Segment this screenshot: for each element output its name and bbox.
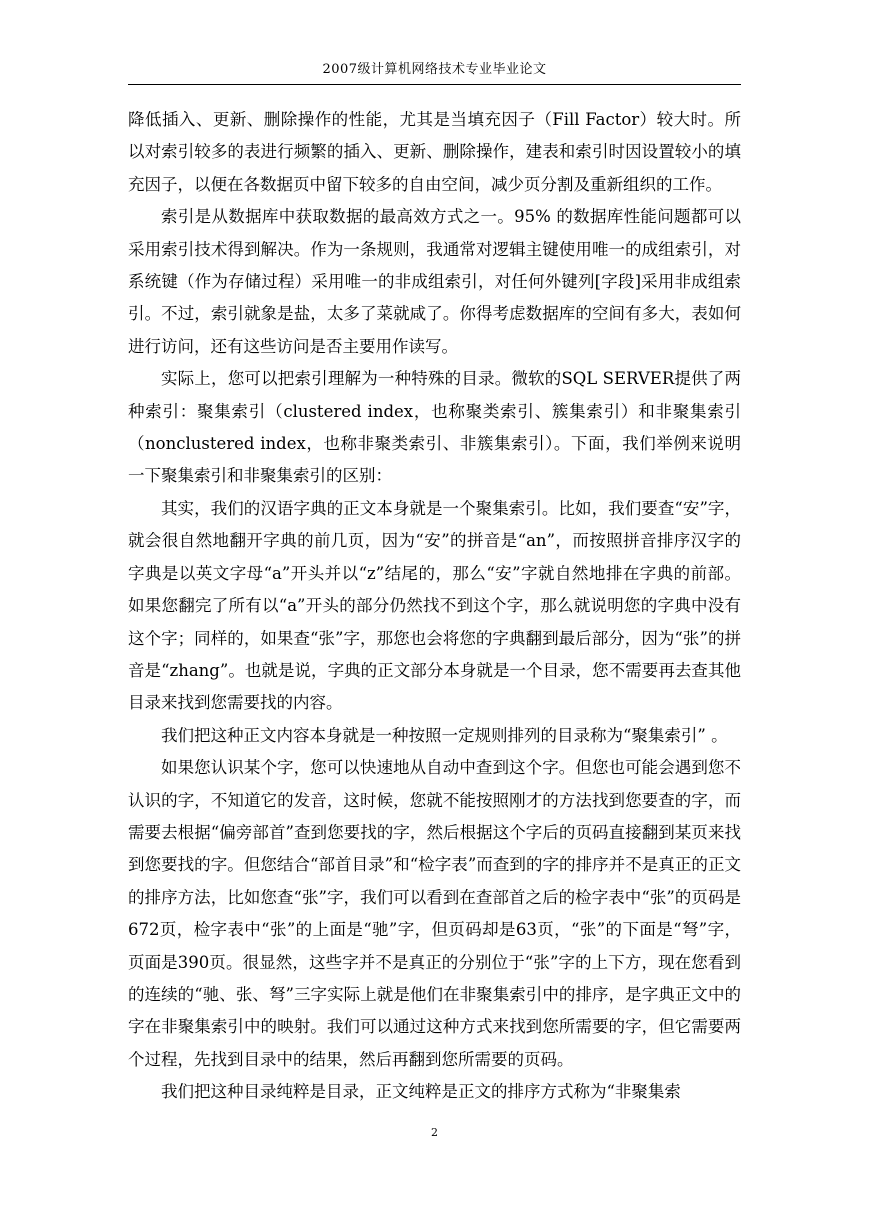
paragraph-6: 如果您认识某个字，您可以快速地从自动中查到这个字。但您也可能会遇到您不认识的字，不知道它的发音，这时候，您就不能按照刚才的方法找到您要查的字，而需要去根据“偏旁部首”查到您要找的字，然后根据这个字后的页码直接翻到某页来找到您要找的字。但您结合“部首目录”和“检字表”而查到的字的排序并不是真正的正文的排序方法，比如您查“张”字，我们可以看到在查部首之后的检字表中“张”的页码是672页，检字表中“张”的上面是“驰”字，但页码却是63页，“张”的下面是“弩”字，页面是390页。很显然，这些字并不是真正的分别位于“张”字的上下方，现在您看到的连续的“驰、张、弩”三字实际上就是他们在非聚集索引中的排序，是字典正文中的字在非聚集索引中的映射。我们可以通过这种方式来找到您所需要的字，但它需要两个过程，先找到目录中的结果，然后再翻到您所需要的页码。 [128, 758, 741, 1069]
paragraph-5: 我们把这种正文内容本身就是一种按照一定规则排列的目录称为“聚集索引” 。 [161, 725, 728, 745]
page-number: 2 [431, 1126, 438, 1139]
paragraph-7: 我们把这种目录纯粹是目录，正文纯粹是正文的排序方式称为“非聚集索 [161, 1082, 681, 1102]
header-divider [128, 84, 741, 85]
paragraph-2: 索引是从数据库中获取数据的最高效方式之一。95% 的数据库性能问题都可以采用索引技术得到解决。作为一条规则，我通常对逻辑主键使用唯一的成组索引，对系统键（作为存储过程）采用唯一的非成组索引，对任何外键列[字段]采用非成组索引。不过，索引就象是盐，太多了菜就咸了。你得考虑数据库的空间有多大，表如何进行访问，还有这些访问是否主要用作读写。 [128, 207, 741, 356]
paragraph-3: 实际上，您可以把索引理解为一种特殊的目录。微软的SQL SERVER提供了两种索引：聚集索引（clustered index，也称聚类索引、簇集索引）和非聚集索引（nonclustered index，也称非聚类索引、非簇集索引）。下面，我们举例来说明一下聚集索引和非聚集索引的区别： [128, 369, 741, 486]
paragraph-1: 降低插入、更新、删除操作的性能，尤其是当填充因子（Fill Factor）较大时。所以对索引较多的表进行频繁的插入、更新、删除操作，建表和索引时因设置较小的填充因子，以便在各数据页中留下较多的自由空间，减少页分割及重新组织的工作。 [128, 110, 741, 194]
body-text [128, 104, 741, 1109]
page-header: 2007级计算机网络技术专业毕业论文 [322, 62, 547, 77]
paragraph-4: 其实，我们的汉语字典的正文本身就是一个聚集索引。比如，我们要查“安”字，就会很自然地翻开字典的前几页，因为“安”的拼音是“an”，而按照拼音排序汉字的字典是以英文字母“a”开头并以“z”结尾的，那么“安”字就自然地排在字典的前部。如果您翻完了所有以“a”开头的部分仍然找不到这个字，那么就说明您的字典中没有这个字；同样的，如果查“张”字，那您也会将您的字典翻到最后部分，因为“张”的拼音是“zhang”。也就是说，字典的正文部分本身就是一个目录，您不需要再去查其他目录来找到您需要找的内容。 [128, 498, 741, 713]
